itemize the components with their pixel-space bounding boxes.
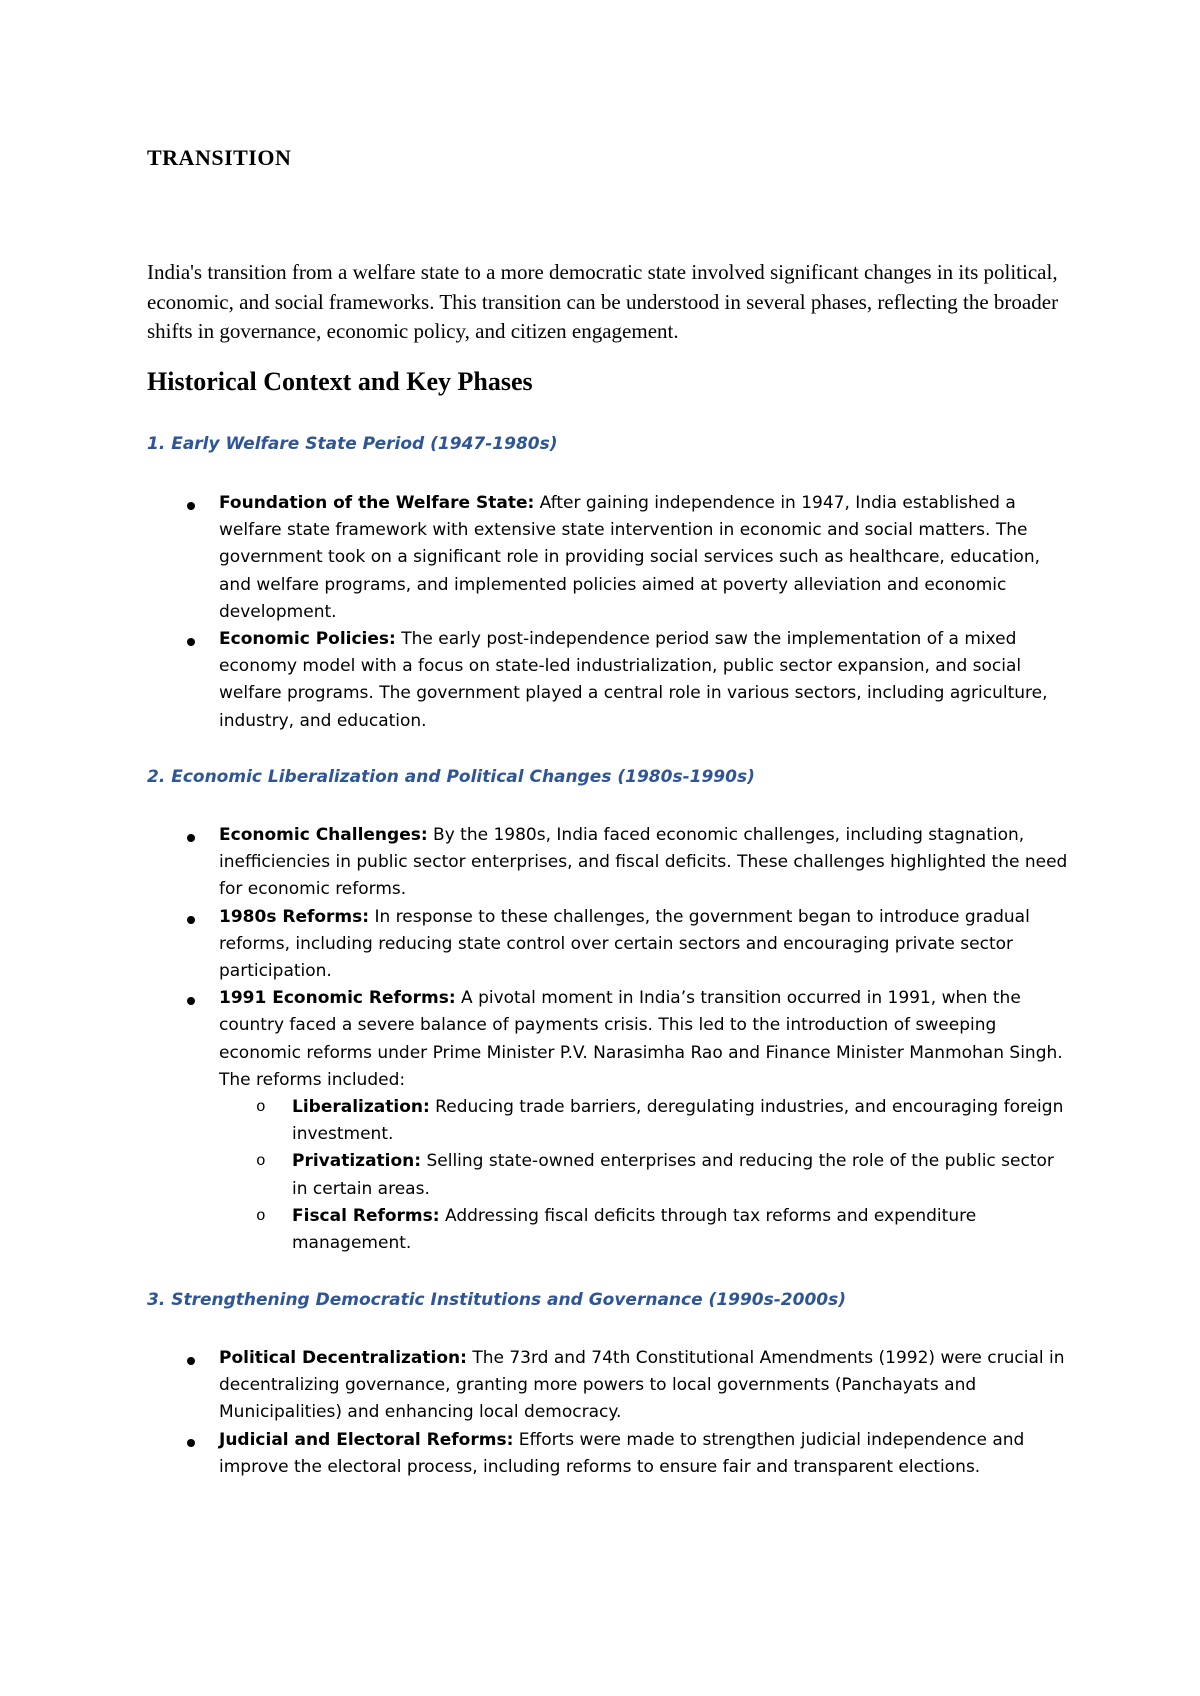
bullet-text: A pivotal moment in India’s transition occurred in 1991, when the country faced a severe balance of payments crisis. This led to the introduction of sweeping economic reforms under Prime Minister P.V. Narasimha Rao and Finance Minister Manmohan Singh. The reforms included: (219, 988, 1063, 1090)
bullet-term: 1980s Reforms: (219, 906, 370, 927)
bullet-term: Foundation of the Welfare State: (219, 493, 535, 513)
phase-3-bullet-list (147, 1345, 1072, 1481)
bullet-term: 1991 Economic Reforms: (219, 988, 456, 1009)
bullet-text: Efforts were made to strengthen judicial independence and improve the electoral process, including reforms to ensure fair and transparent elections. (219, 1429, 1025, 1477)
sub-list-item (219, 1148, 1072, 1202)
circle-bullet-icon: o (256, 1152, 266, 1171)
bullet-text: The early post-independence period saw the implementation of a mixed economy model with a focus on state-led industrialization, public sector expansion, and social welfare programs. The government played a central role in various sectors, including agriculture, industry, and education. (219, 629, 1048, 731)
sub-item-term: Liberalization: (292, 1097, 430, 1118)
sub-item-text: Addressing fiscal deficits through tax reforms and expenditure management. (292, 1205, 977, 1254)
bullet-term: Political Decentralization: (219, 1348, 467, 1368)
list-item (147, 904, 1072, 986)
phase-1-heading: 1. Early Welfare State Period (1947-1980s) (147, 434, 558, 454)
list-item (147, 1427, 1072, 1481)
bullet-icon (187, 638, 195, 646)
sub-list-item (219, 1203, 1072, 1257)
sub-item-text: Selling state-owned enterprises and reducing the role of the public sector in certain areas. (292, 1151, 1054, 1199)
list-item (147, 1345, 1072, 1427)
list-item (147, 490, 1072, 626)
bullet-text: By the 1980s, India faced economic challenges, including stagnation, inefficiencies in public sector enterprises, and fiscal deficits. These challenges highlighted the need for economic reforms. (219, 825, 1068, 900)
bullet-text: The 73rd and 74th Constitutional Amendments (1992) were crucial in decentralizing governance, granting more powers to local governments (Panchayats and Municipalities) and enhancing local democracy. (219, 1348, 1065, 1423)
bullet-icon (187, 1357, 195, 1365)
sub-item-term: Privatization: (292, 1151, 422, 1172)
section-heading: Historical Context and Key Phases (147, 367, 533, 396)
bullet-text: After gaining independence in 1947, India established a welfare state framework with extensive state intervention in economic and social matters. The government took on a significant role in providing social services such as healthcare, education, and welfare programs, and implemented policies aimed at poverty alleviation and economic development. (219, 493, 1040, 622)
list-item (147, 985, 1072, 1257)
phase-1-bullet-list (147, 490, 1072, 735)
phase-2-bullet-list (147, 822, 1072, 1257)
sub-item-text: Reducing trade barriers, deregulating industries, and encouraging foreign investment. (292, 1097, 1064, 1145)
document-title: TRANSITION (147, 145, 292, 170)
bullet-icon (187, 916, 195, 924)
sub-item-term: Fiscal Reforms: (292, 1205, 440, 1226)
circle-bullet-icon: o (256, 1098, 266, 1117)
sub-list (219, 1094, 1072, 1257)
intro-paragraph: India's transition from a welfare state to a more democratic state involved significant changes in its political, economic, and social frameworks. This transition can be understood in several phases, reflecting the broader shifts in governance, economic policy, and citizen engagement. (147, 260, 1059, 343)
bullet-icon (187, 1439, 195, 1447)
bullet-icon (187, 834, 195, 842)
bullet-term: Economic Challenges: (219, 825, 428, 845)
bullet-term: Judicial and Electoral Reforms: (219, 1429, 514, 1450)
list-item (147, 626, 1072, 735)
bullet-term: Economic Policies: (219, 629, 396, 650)
bullet-icon (187, 502, 195, 510)
phase-3-heading: 3. Strengthening Democratic Institutions and Governance (1990s-2000s) (147, 1290, 847, 1310)
sub-list-item (219, 1094, 1072, 1148)
list-item (147, 822, 1072, 904)
bullet-text: In response to these challenges, the government began to introduce gradual reforms, including reducing state control over certain sectors and encouraging private sector participation. (219, 906, 1030, 982)
circle-bullet-icon: o (256, 1206, 266, 1225)
phase-2-heading: 2. Economic Liberalization and Political Changes (1980s-1990s) (147, 767, 755, 787)
bullet-icon (187, 997, 195, 1005)
